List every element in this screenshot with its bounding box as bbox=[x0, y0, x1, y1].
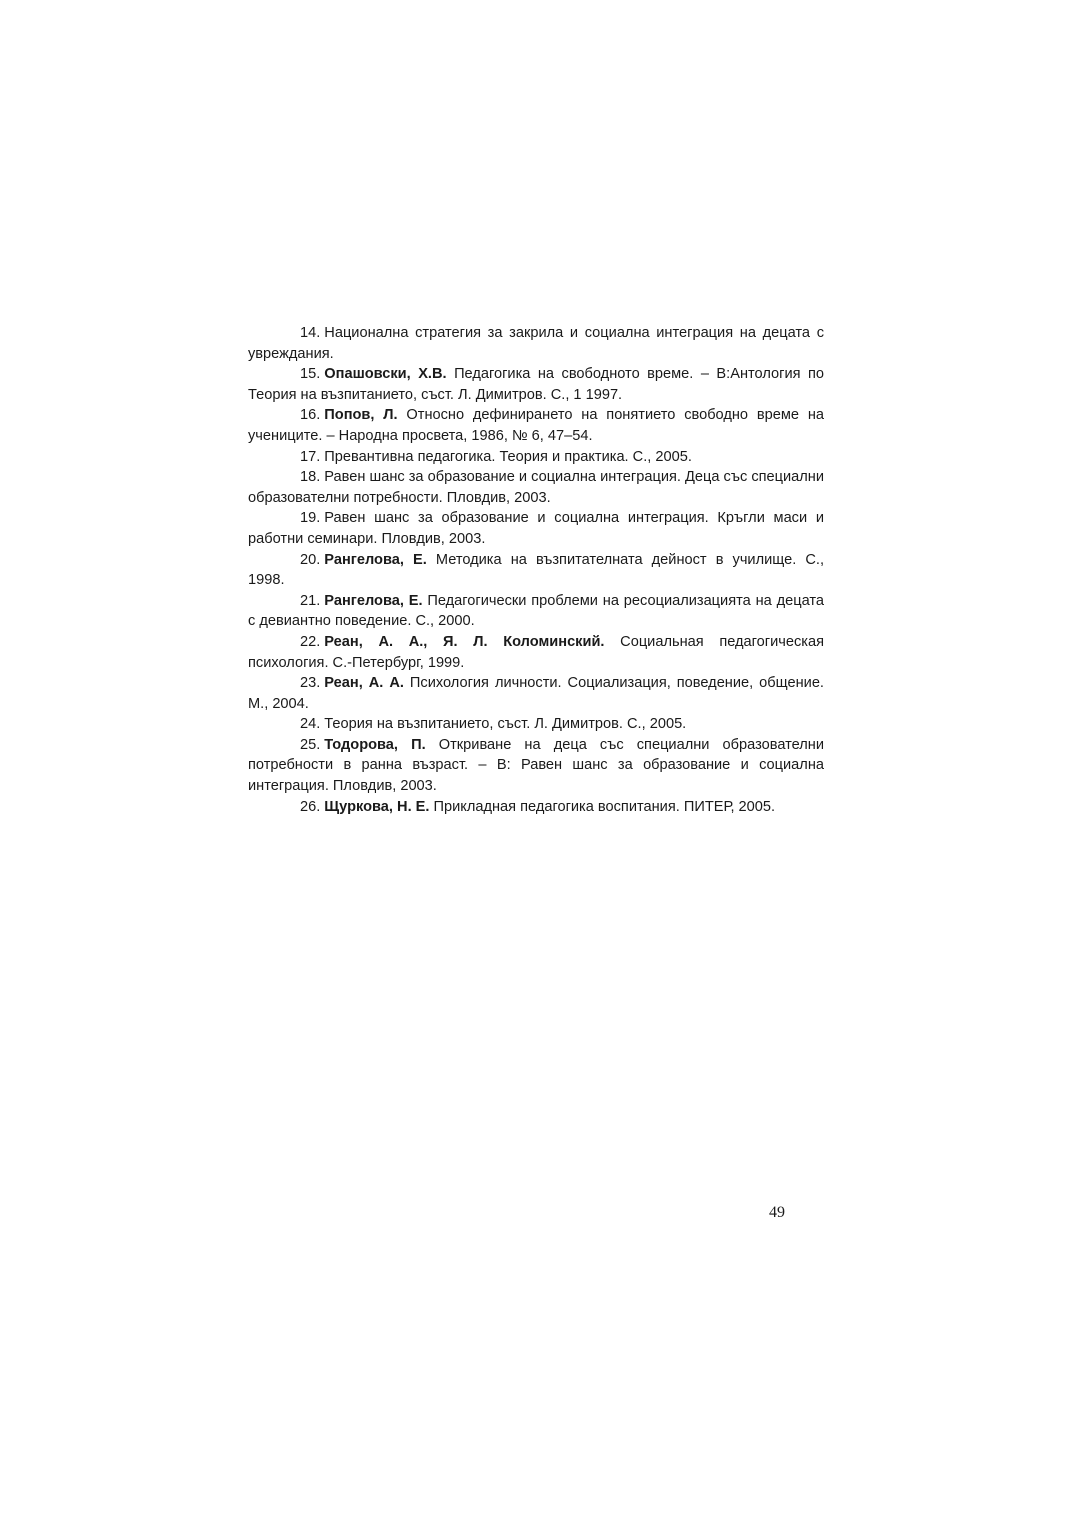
reference-text: Прикладная педагогика воспитания. ПИТЕР, 2005. bbox=[433, 798, 776, 815]
reference-author: Опашовски, Х.В. bbox=[324, 366, 447, 383]
reference-item bbox=[248, 735, 824, 797]
reference-author: Реан, А. А. bbox=[324, 675, 404, 692]
reference-text: Равен шанс за образование и социална интеграция. Деца със специални образователни потребности. Пловдив, 2003. bbox=[248, 469, 824, 506]
reference-author: Реан, А. А., Я. Л. Коломинский. bbox=[324, 633, 605, 650]
reference-item bbox=[248, 447, 824, 468]
reference-number: 20. bbox=[300, 551, 321, 568]
reference-number: 23. bbox=[300, 675, 321, 692]
reference-author: Рангелова, Е. bbox=[324, 592, 423, 609]
reference-number: 24. bbox=[300, 716, 321, 733]
reference-author: Попов, Л. bbox=[324, 407, 398, 424]
reference-number: 26. bbox=[300, 798, 321, 815]
reference-number: 19. bbox=[300, 510, 321, 527]
reference-number: 18. bbox=[300, 469, 321, 486]
page-number: 49 bbox=[769, 1204, 785, 1221]
reference-text: Социальная педагогическая психология. С.-Петербург, 1999. bbox=[248, 633, 824, 671]
reference-item bbox=[248, 673, 824, 714]
reference-item bbox=[248, 797, 824, 818]
reference-item bbox=[248, 467, 824, 508]
reference-item bbox=[248, 714, 824, 735]
reference-number: 16. bbox=[300, 407, 321, 424]
reference-item bbox=[248, 364, 824, 405]
reference-number: 15. bbox=[300, 366, 321, 383]
reference-number: 14. bbox=[300, 325, 321, 341]
reference-number: 17. bbox=[300, 448, 321, 465]
reference-item bbox=[248, 550, 824, 591]
reference-text: Теория на възпитанието, съст. Л. Димитров. С., 2005. bbox=[324, 716, 687, 733]
reference-text: Равен шанс за образование и социална интеграция. Кръгли маси и работни семинари. Пловдив, 2003. bbox=[248, 510, 824, 547]
reference-text: Психология личности. Социализация, поведение, общение. М., 2004. bbox=[248, 675, 824, 712]
reference-text: Превантивна педагогика. Теория и практика. С., 2005. bbox=[324, 448, 692, 465]
reference-number: 25. bbox=[300, 736, 321, 753]
reference-text: Национална стратегия за закрила и социална интеграция на децата с увреждания. bbox=[248, 325, 824, 362]
reference-number: 22. bbox=[300, 633, 321, 650]
reference-text: Педагогика на свободното време. – В:Антология по Теория на възпитанието, съст. Л. Димитров. С., 1 1997. bbox=[248, 366, 824, 403]
reference-item bbox=[248, 405, 824, 446]
reference-text: Относно дефинирането на понятието свободно време на учениците. – Народна просвета, 1986, № 6, 47–54. bbox=[248, 407, 824, 444]
reference-author: Рангелова, Е. bbox=[324, 551, 427, 568]
reference-text: Педагогически проблеми на ресоциализацията на децата с девиантно поведение. С., 2000. bbox=[248, 592, 824, 630]
reference-item bbox=[248, 632, 824, 673]
reference-author: Тодорова, П. bbox=[324, 736, 426, 753]
reference-item bbox=[248, 323, 824, 364]
reference-number: 21. bbox=[300, 592, 321, 609]
reference-text: Откриване на деца със специални образователни потребности в ранна възраст. – В: Равен шанс за образование и социална интеграция. Пловдив, 2003. bbox=[248, 736, 824, 795]
reference-list bbox=[248, 323, 824, 817]
reference-author: Щуркова, Н. Е. bbox=[324, 798, 430, 815]
reference-item bbox=[248, 591, 824, 632]
reference-item bbox=[248, 508, 824, 549]
reference-text: Методика на възпитателната дейност в училище. С., 1998. bbox=[248, 551, 824, 589]
